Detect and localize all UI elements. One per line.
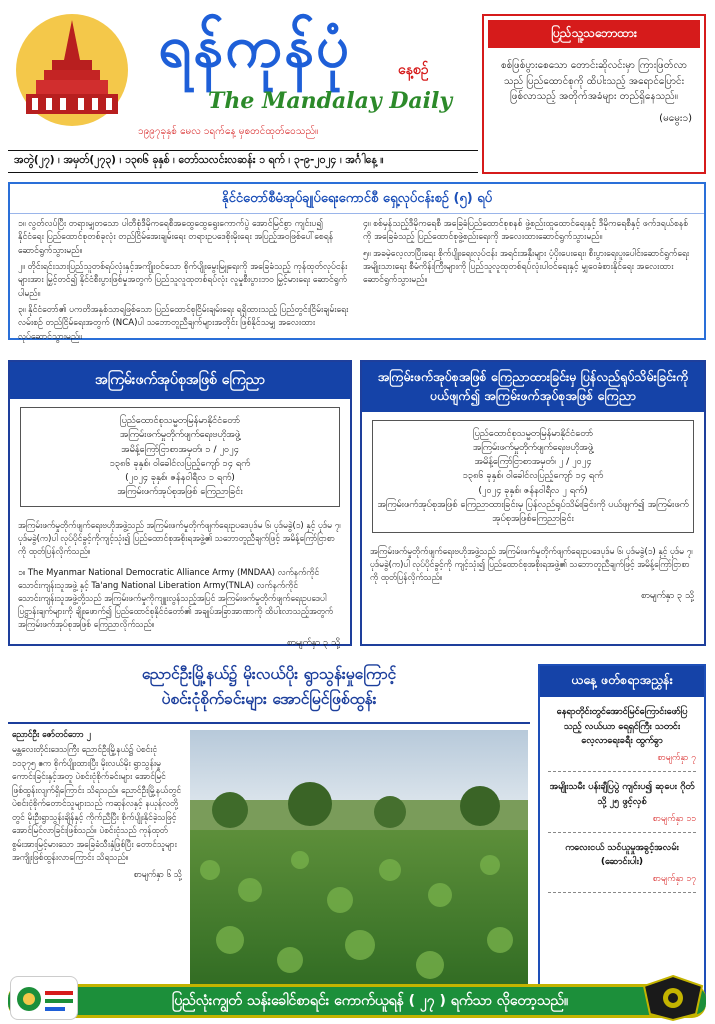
article-byline: ညောင်ဦး ဇော်တင်ဘော ၂ bbox=[12, 729, 91, 739]
announcement-1 bbox=[8, 360, 352, 646]
masthead-english-title: The Mandalay Daily bbox=[208, 88, 453, 114]
article-text bbox=[12, 728, 182, 882]
article-continued: စာမျက်နှာ ၆ သို့ bbox=[133, 869, 182, 880]
announcement-1-order bbox=[20, 407, 340, 507]
order-line: အကြမ်းဖက်မှုတိုက်ဖျက်ရေးဗဟိုအဖွဲ့ bbox=[119, 429, 241, 441]
highlight-title: အမျိုးသမီး ပန်းချီပြပွဲ ကျင်းပ၍ ဆုပေး ဂိုတ်သို့ ၂၅ ဖွင့်လှစ် bbox=[549, 781, 695, 807]
order-line: အကြမ်းဖက်မှုတိုက်ဖျက်ရေးဗဟိုအဖွဲ့ bbox=[472, 441, 594, 453]
peoples-desire-footer: (မမွေး၁) bbox=[659, 112, 692, 124]
objective-item: ၁။ လွတ်လပ်ပြီး တရားမျှတသော ပါတီစုံဒီမိုကရေစီအထွေထွေရွေးကောက်ပွဲ အောင်မြင်စွာ ကျင်းပ၍ နိုင်ငံရေး ပြည်ထောင်စုတစ်ခုလုံး တည်ငြိမ်အေးချမ်းရေး တရားဥပဒေစိုးမိုးရေး အပြည့်အဝဖြစ်ပေါ်စေရန် ဆောင်ရွက်သွားမည်။ bbox=[18, 219, 334, 256]
announcement-2-continued: စာမျက်နှာ ၃ သို့ bbox=[640, 590, 694, 602]
objectives-left-column bbox=[18, 218, 351, 347]
order-line: ပြည်ထောင်စုသမ္မတမြန်မာနိုင်ငံတော် bbox=[473, 427, 593, 439]
census-logo-icon bbox=[10, 976, 78, 1020]
dateline: အတွဲ(၂၇) ၊ အမှတ်(၂၇၃) ၊ ၁၃၈၆ ခုနှစ် ၊ တော်သလင်းလဆန်း ၁ ရက် ၊ ၃-၉-၂၀၂၄ ၊ အင်္ဂါနေ့ ။ bbox=[8, 150, 478, 173]
announcement-2-header: အကြမ်းဖက်အုပ်စုအဖြစ် ကြေညာထားခြင်းမှ ပြန်လည်ရုပ်သိမ်းခြင်းကို ပယ်ဖျက်၍ အကြမ်းဖက်အုပ်စုအဖြစ် ကြေညာ bbox=[362, 362, 704, 412]
order-line: (၂၀၂၄ ခုနှစ်၊ ဇန်နဝါရီလ ၁ ရက်) bbox=[125, 472, 235, 483]
pagoda-logo-icon bbox=[12, 10, 132, 130]
highlight-page: စာမျက်နှာ ၁၁ bbox=[652, 813, 696, 824]
article-headline-line: ညောင်ဦးမြို့နယ်၌ မိုးလယ်ပိုး ရွာသွန်းမှုကြောင့် bbox=[141, 665, 397, 683]
announcement-1-paragraph: ၁။ The Myanmar National Democratic Alliance Army (MNDAA) လက်နက်ကိုင်သောင်းကျန်းသူအဖွဲ့ နှင့် Ta'ang National Liberation Army(TNLA) လက်နက်ကိုင်သောင်းကျန်းသူအဖွဲ့တို့သည် အကြမ်းဖက်မှုကိုကျူးလွန်သည့်အပြင် အကြမ်းဖက်မှုတိုက်ဖျက်ရေးဥပဒေပါ ပြဋ္ဌာန်းချက်များကို ချိုးဖောက်၍ ပြည်ထောင်စုနိုင်ငံတော်၏ အချုပ်အခြာအာဏာကို ထိပါးလာသည့်အတွက် အကြမ်းဖက်အုပ်စုအဖြစ် ကြေညာလိုက်သည်။ bbox=[18, 566, 334, 629]
peoples-desire-box bbox=[482, 14, 706, 174]
todays-highlights bbox=[538, 664, 706, 1002]
peoples-desire-header: ပြည်သူ့သဘောထား bbox=[488, 20, 700, 48]
masthead-title: ရန်ကုန်ပုံ bbox=[158, 12, 352, 80]
announcement-1-header: အကြမ်းဖက်အုပ်စုအဖြစ် ကြေညာ bbox=[10, 362, 350, 399]
objective-item: ၂။ တိုင်းရင်းသားပြည်သူတစ်ရပ်လုံးနှင့်အကျိုးဝင်သော စိုက်ပျိုးမွေးမြူရေးကို အခြေခံသည့် ကုန်ထုတ်လုပ်ငန်းများအား မြှင့်တင်၍ နိုင်ငံစီးပွားဖြစ်မှုအတွက် ပြည်သူလူထုတစ်ရပ်လုံး လူမှုစီးပွားဘဝ မြှင့်မားရေး ဆောင်ရွက်ပါမည်။ bbox=[18, 261, 348, 299]
highlight-item[interactable] bbox=[548, 705, 696, 772]
objectives-header: နိုင်ငံတော်စီမံအုပ်ချုပ်ရေးကောင်စီ ရှေ့လုပ်ငန်းစဉ် (၅) ရပ် bbox=[10, 184, 704, 214]
highlight-item[interactable] bbox=[548, 780, 696, 832]
order-line: အမိန့်ကြော်ငြာစာအမှတ်၊ ၂ / ၂၀၂၄ bbox=[474, 456, 592, 467]
highlight-page: စာမျက်နှာ ၇ bbox=[657, 753, 696, 764]
announcement-2 bbox=[360, 360, 706, 646]
order-line: အကြမ်းဖက်အုပ်စုအဖြစ် ကြေညာခြင်း bbox=[117, 486, 243, 498]
todays-highlights-header: ယနေ့ ဖတ်စရာအညွှန်း bbox=[540, 666, 704, 697]
highlight-page: စာမျက်နှာ ၁၇ bbox=[652, 874, 696, 885]
objective-item: ၃။ နိုင်ငံတော်၏ ပကတိအနှစ်သာရဖြစ်သော ပြည်ထောင်စုငြိမ်းချမ်းရေး ရရှိထားသည့် ပြည်တွင်းငြိမ်းချမ်းရေးလမ်းစဉ် တည်ငြိမ်ရေးအတွက် (NCA)ပါ သဘောတူညီချက်များအတိုင်း ဖြစ်နိုင်သမျှ အလေးထား လုပ်ဆောင်သွားမည်။ bbox=[18, 304, 349, 342]
objectives-right-column bbox=[363, 218, 696, 347]
masthead-subtitle: နေ့စဉ် bbox=[398, 62, 429, 78]
census-banner-text: ပြည်လုံးကျွတ် သန်းခေါင်စာရင်း ကောက်ယူရန် ( ၂၇ ) ရက်သာ လိုတော့သည်။ bbox=[171, 993, 569, 1009]
article-headline-line: ပဲစင်းငုံစိုက်ခင်းများ အောင်မြင်ဖြစ်ထွန်း bbox=[161, 689, 377, 708]
article-headline bbox=[8, 660, 530, 712]
order-line: ၁၃၈၆ ခုနှစ်၊ ဝါခေါင်လပြည့်ကျော် ၁၄ ရက် bbox=[462, 470, 604, 482]
divider bbox=[8, 722, 530, 724]
objectives-section bbox=[8, 182, 706, 340]
announcement-1-continued: စာမျက်နှာ ၃ သို့ bbox=[286, 636, 340, 648]
article bbox=[8, 660, 530, 1000]
masthead bbox=[8, 6, 478, 154]
order-line: ၁၃၈၆ ခုနှစ်၊ ဝါခေါင်လပြည့်ကျော် ၁၄ ရက် bbox=[109, 457, 251, 469]
order-line: ပြည်ထောင်စုသမ္မတမြန်မာနိုင်ငံတော် bbox=[120, 415, 240, 426]
objective-item: ၅။ အခမဲ့လေ့လာပြီးရေး စိုက်ပျိုးရေးလုပ်ငန်း အရင်းအနှီးများ ပံ့ပိုးပေးရေး၊ စီးပွားရေးပူးပေါင်းဆောင်ရွက်ရေး အမျိုးသားရေး စီမံကိန်းကြီးများကို ပြည်သူလူထုတစ်ရပ်လုံးပါဝင်ရေးနှင့် မျှဝေခံစားနိုင်ရေး အလေးထားဆောင်ရွက်သွားမည်။ bbox=[363, 248, 690, 286]
order-line: အမိန့်ကြော်ငြာစာအမှတ်၊ ၁ / ၂၀၂၄ bbox=[121, 443, 239, 455]
article-body: မန္တလေးတိုင်းဒေသကြီး ညောင်ဦးမြို့နယ်၌ ပဲစင်းငုံ ၁၁၃၇၅ ဧက စိုက်ပျိုးထားပြီး မိုးလယ်မိုး ရွာသွန်းမှုကောင်းခြင်းနှင့်အတူ ပဲစင်းငုံစိုက်ခင်းများ အောင်မြင်ဖြစ်ထွန်းလျက်ရှိကြောင်း သိရသည်။ ညောင်ဦးမြို့နယ်တွင် ပဲစင်းငုံစိုက်တောင်သူများသည် ကဆုန်လနှင့် နယုန်လတို့တွင် မိုးဦးရွာသွန်းချိန်နှင့် ကိုက်ညီပြီး စိုက်ပျိုးနိုင်ခဲ့သဖြင့် အောင်မြင်လာခြင်းဖြစ်သည်။ ပဲစင်းငုံသည် ကုန်ထုတ်စွမ်းအားမြင့်မားသော အခြေခံသီးနှံဖြစ်ပြီး တောင်သူများ အကျိုးဖြစ်ထွန်းလာကြောင်း သိရသည်။ bbox=[12, 744, 182, 862]
order-line: (၂၀၂၄ ခုနှစ်၊ ဇန်နဝါရီလ ၂ ရက်) bbox=[478, 484, 588, 496]
immigration-emblem-icon bbox=[640, 974, 706, 1022]
field-photo bbox=[190, 730, 528, 996]
highlight-title: ကလေးငယ် သင်ယူမှုအခွင့်အလမ်း (ဆောင်းပါး) bbox=[565, 841, 679, 868]
announcement-2-order bbox=[372, 420, 694, 534]
highlight-item[interactable] bbox=[548, 841, 696, 893]
order-line: အကြမ်းဖက်အုပ်စုအဖြစ် ကြေညာထားခြင်းမှ ပြန်လည်ရုပ်သိမ်းခြင်းကို ပယ်ဖျက်၍ အကြမ်းဖက်အုပ်စုအဖြစ်ကြေညာခြင်း bbox=[377, 498, 689, 524]
peoples-desire-body: စစ်ဖြစ်ပွားစေသော တောင်းဆိုလင်းမှာ ကြားဖြတ်လာသည် ပြည်ထောင်စုကို ထိပါးသည့် အရောင်ပြောင်းဖြစ်လာသည့် အတိုက်အခံများ တည်ရှိနေသည်။ bbox=[501, 60, 687, 102]
announcement-2-paragraph: အကြမ်းဖက်မှုတိုက်ဖျက်ရေးဗဟိုအဖွဲ့သည် အကြမ်းဖက်မှုတိုက်ဖျက်ရေးဥပဒေပုဒ်မ ၆၊ ပုဒ်မခွဲ(၁) နှင့် ပုဒ်မ ၇၊ ပုဒ်မခွဲ(က)ပါ လုပ်ပိုင်ခွင့်ကို ကျင့်သုံး၍ ပြည်ထောင်စုအစိုးရအဖွဲ့၏ သဘောတူညီချက်ဖြင့် အမိန့်ကြော်ငြာစာကို ထုတ်ပြန်လိုက်သည်။ bbox=[370, 546, 693, 583]
highlight-title: နေရာတိုင်းတွင်အောင်မြင်ကြောင်းဖော်ပြသည့် လယ်ယာ ရေရှင်ကြီး သတင်းလေ့လာရေးခရီး ထွက်ခွာ bbox=[556, 706, 688, 747]
announcement-1-paragraph: အကြမ်းဖက်မှုတိုက်ဖျက်ရေးဗဟိုအဖွဲ့သည် အကြမ်းဖက်မှုတိုက်ဖျက်ရေးဥပဒေပုဒ်မ ၆၊ ပုဒ်မခွဲ(၁) နှင့် ပုဒ်မ ၇၊ ပုဒ်မခွဲ(က)ပါ လုပ်ပိုင်ခွင့်ကိုကျင့်သုံး၍ ပြည်ထောင်စုအစိုးရအဖွဲ့၏ သဘောတူညီချက်ဖြင့် အမိန့်ကြော်ငြာစာကို ထုတ်ပြန်လိုက်သည်။ bbox=[18, 519, 341, 556]
masthead-slogan: ၁၉၉၇ခုနှစ် မေလ ၁ရက်နေ့ မှစတင်ထုတ်ဝေသည်။ bbox=[138, 126, 319, 137]
objective-item: ၄။ စစ်မှန်သည့်ဒီမိုကရေစီ အခြေခံပြည်ထောင်စုစနစ် ဖွဲ့စည်းထူထောင်ရေးနှင့် ဒီမိုကရေစီနှင့် ဖက်ဒရယ်စနစ်ကို အခြေခံသည့် ပြည်ထောင်စုဖွဲ့စည်းရေးကို အလေးထားဆောင်ရွက်သွားမည်။ bbox=[363, 219, 689, 243]
